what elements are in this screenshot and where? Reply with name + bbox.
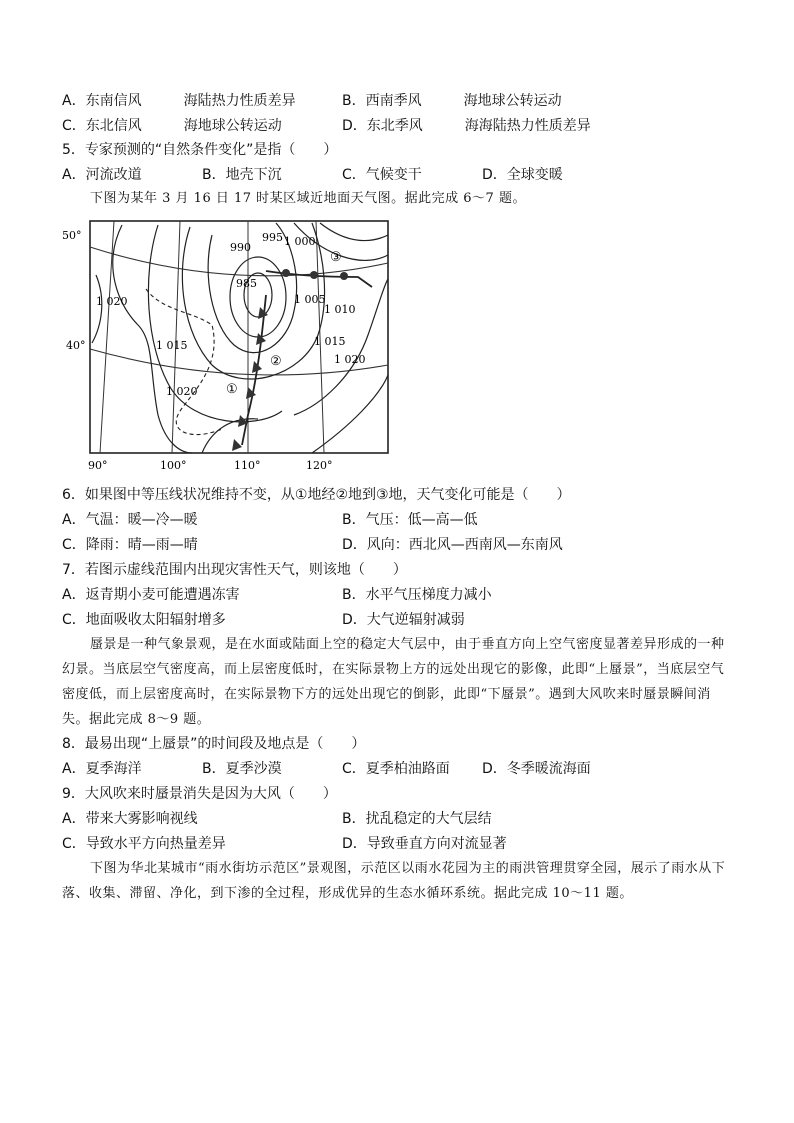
isobar-label: 1 010	[324, 303, 356, 316]
q6-stem: 6．如果图中等压线状况维持不变，从①地经②地到③地，天气变化可能是（ ）	[62, 487, 571, 503]
isobar-label: 1 020	[334, 353, 366, 366]
isobar-label: 990	[230, 241, 251, 254]
q6-option-c: C．降雨：晴—雨—晴	[62, 537, 198, 553]
q6-option-d: D．风向：西北风—西南风—东南风	[342, 537, 563, 553]
isobar-label: 1 015	[314, 335, 346, 348]
q7-stem: 7．若图示虚线范围内出现灾害性天气，则该地（ ）	[62, 562, 407, 578]
q7-option-d: D．大气逆辐射减弱	[342, 612, 465, 628]
q5-option-b: B．地壳下沉	[202, 167, 282, 183]
isobar-label: 1 015	[156, 339, 188, 352]
q7-option-b: B．水平气压梯度力减小	[342, 587, 492, 603]
q7-option-c: C．地面吸收太阳辐射增多	[62, 612, 226, 628]
q9-stem: 9．大风吹来时蜃景消失是因为大风（ ）	[62, 786, 337, 802]
isobar-label: 1 000	[284, 235, 316, 248]
q4-option-b: B．西南季风 海地球公转运动	[342, 93, 562, 109]
longitude-line-100	[172, 221, 180, 453]
lon-label-120: 120°	[306, 459, 333, 472]
q6-option-b: B．气压：低—高—低	[342, 512, 478, 528]
rain-garden-intro-text: 下图为华北某城市“雨水街坊示范区”景观图，示范区以雨水花园为主的雨洪管理贯穿全园，展示了雨水从下落、收集、滞留、净化，到下渗的全过程，形成优异的生态水循环系统。据此完成 10～11 题。	[62, 861, 726, 901]
q8-option-a: A．夏季海洋	[62, 761, 142, 777]
q5-option-d: D．全球变暖	[482, 167, 563, 183]
q8-option-d: D．冬季暖流海面	[482, 761, 591, 777]
isobar-label: 1 020	[166, 385, 198, 398]
q4-option-d: D．东北季风 海海陆热力性质差异	[342, 118, 591, 134]
isobar-label: 995	[262, 231, 283, 244]
point-label-1: ①	[226, 382, 238, 397]
mirage-intro	[62, 632, 732, 732]
q5-option-a: A．河流改道	[62, 167, 142, 183]
rain-garden-intro	[62, 856, 732, 906]
lon-label-100: 100°	[160, 459, 187, 472]
lon-label-90: 90°	[88, 459, 108, 472]
q9-option-b: B．扰乱稳定的大气层结	[342, 811, 492, 827]
q4-option-a: A．东南信风 海陆热力性质差异	[62, 93, 296, 109]
isobar-label: 985	[236, 277, 257, 290]
isobar-label: 1 005	[294, 293, 326, 306]
isobar-label: 1 020	[96, 295, 128, 308]
longitude-line-90	[100, 221, 114, 453]
q6-option-a: A．气温：暖—冷—暖	[62, 512, 198, 528]
point-label-2: ②	[270, 354, 282, 369]
q7-option-a: A．返青期小麦可能遭遇冻害	[62, 587, 240, 603]
q8-option-c: C．夏季柏油路面	[342, 761, 450, 777]
q9-option-c: C．导致水平方向热量差异	[62, 836, 226, 852]
q8-option-b: B．夏季沙漠	[202, 761, 282, 777]
lat-label-40: 40°	[66, 339, 86, 352]
q8-stem: 8．最易出现“上蜃景”的时间段及地点是（ ）	[62, 736, 366, 752]
q4-option-c: C．东北信风 海地球公转运动	[62, 118, 282, 134]
lon-label-110: 110°	[234, 459, 261, 472]
q9-option-a: A．带来大雾影响视线	[62, 811, 198, 827]
map-intro	[62, 186, 732, 211]
map-intro-text: 下图为某年 3 月 16 日 17 时某区域近地面天气图。据此完成 6～7 题。	[90, 191, 526, 206]
lat-label-50: 50°	[62, 229, 82, 242]
q5-option-c: C．气候变干	[342, 167, 422, 183]
mirage-intro-text: 蜃景是一种气象景观，是在水面或陆面上空的稳定大气层中，由于垂直方向上空气密度显著差异形成的一种幻景。当底层空气密度高，而上层密度低时，在实际景物上方的远处出现它的影像，此即“上蜃景”，当底层空气密度低，而上层密度高时，在实际景物下方的远处出现它的倒影，此即“下蜃景”。遇到大风吹来时蜃景瞬间消失。据此完成 8～9 题。	[62, 637, 725, 727]
point-label-3: ③	[330, 250, 342, 265]
q5-stem: 5．专家预测的“自然条件变化”是指（ ）	[62, 142, 338, 158]
weather-map-figure	[62, 215, 392, 473]
q9-option-d: D．导致垂直方向对流显著	[342, 836, 507, 852]
